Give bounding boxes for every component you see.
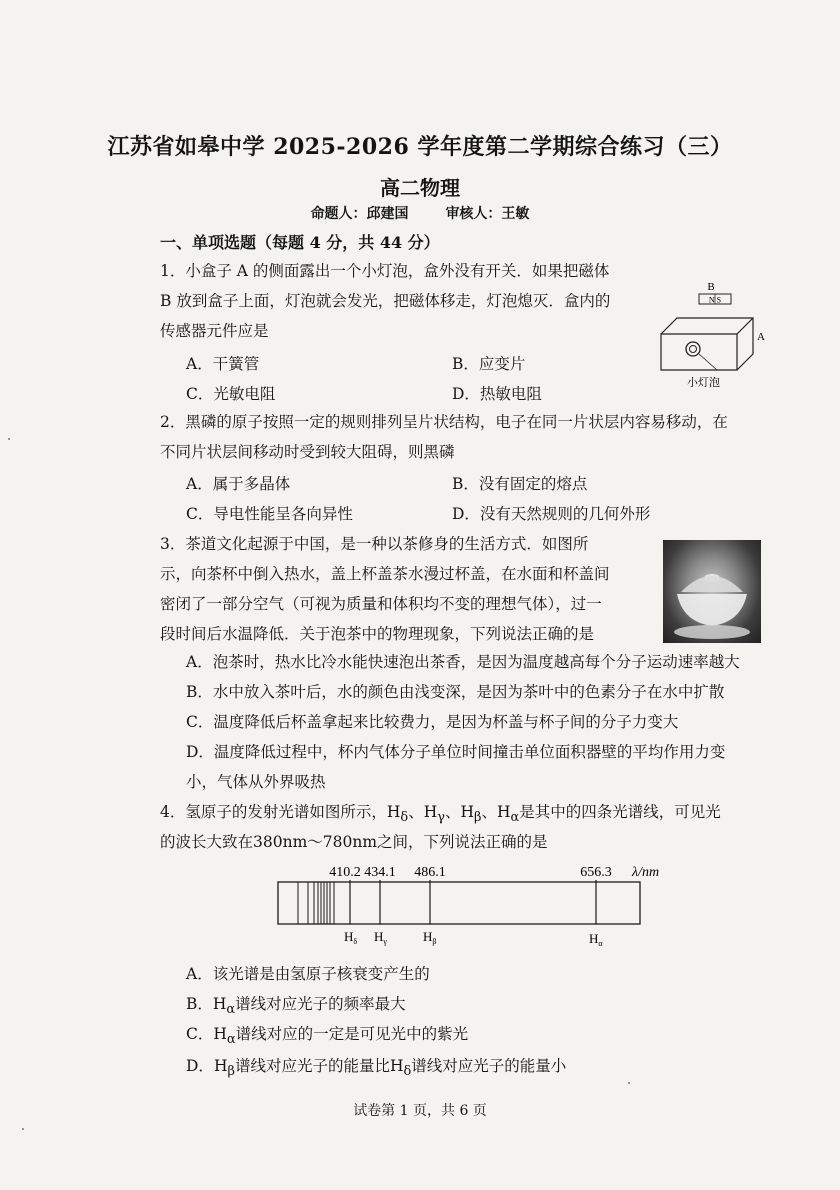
question-3-option-c: C．温度降低后杯盖拿起来比较费力，是因为杯盖与杯子间的分子力变大 [186,713,679,731]
magnet-poles: N S [708,295,722,305]
question-3-option-b: B．水中放入茶叶后，水的颜色由浅变深，是因为茶叶中的色素分子在水中扩散 [186,683,725,701]
section-heading: 一、单项选题（每题 4 分，共 44 分） [160,233,440,252]
exam-title: 江苏省如皋中学 2025-2026 学年度第二学期综合练习（三） [107,134,733,160]
question-3-option-d-line-1: D．温度降低过程中，杯内气体分子单位时间撞击单位面积器壁的平均作用力变 [186,743,726,761]
question-3-line-4: 段时间后水温降低．关于泡茶中的物理现象，下列说法正确的是 [160,625,595,643]
wavelength-label-410: 410.2 [329,865,361,880]
question-2-option-b: B．没有固定的熔点 [452,475,588,493]
h-beta-label: $H_\beta$ [423,929,437,946]
question-2-option-c: C．导电性能呈各向异性 [186,505,353,523]
question-1-line-1: 1．小盒子 A 的侧面露出一个小灯泡，盒外没有开关．如果把磁体 [160,262,610,280]
box-label: A [757,331,765,343]
teacup-icon [663,540,761,643]
exam-subject: 高二物理 [380,176,460,200]
question-3-line-2: 示，向茶杯中倒入热水，盖上杯盖茶水漫过杯盖，在水面和杯盖间 [160,565,610,583]
question-2-option-d: D．没有天然规则的几何外形 [452,505,651,523]
question-3-line-3: 密闭了一部分空气（可视为质量和体积均不变的理想气体），过一 [160,595,602,613]
question-4-option-c: C．$H_\alpha$谱线对应的一定是可见光中的紫光 [186,1025,469,1048]
scan-speck [22,1128,24,1130]
question-4-option-b: B．$H_\alpha$谱线对应光子的频率最大 [186,995,406,1018]
spectrum-band [278,882,640,924]
exam-authors [0,203,840,223]
question-1-option-b: B．应变片 [452,355,526,373]
question-4-line-2: 的波长大致在380nm～780nm之间，下列说法正确的是 [160,833,548,851]
hydrogen-spectrum-figure [270,858,690,953]
question-3-option-a: A．泡茶时，热水比冷水能快速泡出茶香，是因为温度越高每个分子运动速率越大 [186,653,740,671]
h-gamma-label: $H_\gamma$ [374,929,387,946]
box-outline [661,318,753,370]
wavelength-label-434: 434.1 [364,865,396,880]
h-alpha-label: $H_\alpha$ [589,931,603,948]
wavelength-label-486: 486.1 [414,865,446,880]
question-4-option-a: A．该光谱是由氢原子核衰变产生的 [186,965,430,983]
page-footer: 试卷第 1 页，共 6 页 [353,1103,487,1119]
question-1-line-3: 传感器元件应是 [160,322,269,340]
question-2-option-a: A．属于多晶体 [186,475,291,493]
spectral-line-names: $H_\delta$、$H_\gamma$、$H_\beta$、$H_\alpha$ [386,803,520,826]
wavelength-label-656: 656.3 [580,865,612,880]
wavelength-unit: λ/nm [632,865,660,880]
question-reviewer: 审核人：王敏 [445,206,530,222]
question-2-line-1: 2．黑磷的原子按照一定的规则排列呈片状结构，电子在同一片状层内容易移动，在 [160,413,728,431]
question-4-option-d: D．$H_\beta$谱线对应光子的能量比$H_\delta$谱线对应光子的能量小 [186,1057,567,1080]
question-3-option-d-line-2: 小，气体从外界吸热 [186,773,326,791]
question-1-option-a: A．干簧管 [186,355,260,373]
h-delta-label: $H_\delta$ [344,929,358,946]
question-setter: 命题人：邱建国 [310,206,409,222]
question-1-line-2: B 放到盒子上面，灯泡就会发光，把磁体移走，灯泡熄灭．盒内的 [160,292,611,310]
question-3-line-1: 3．茶道文化起源于中国，是一种以茶修身的生活方式．如图所 [160,535,589,553]
question-4-line-1: 4．氢原子的发射光谱如图所示，$H_\delta$、$H_\gamma$、$H_\beta$、$H_\alpha$是其中的四条光谱线，可见光 [160,803,721,826]
question-1-option-d: D．热敏电阻 [452,385,542,403]
bulb-icon [686,342,700,356]
question-2-line-2: 不同片状层间移动时受到较大阻碍，则黑磷 [160,443,455,461]
teacup-photo [663,540,761,643]
question-1-option-c: C．光敏电阻 [186,385,276,403]
box-magnet-figure [655,278,765,393]
magnet-label: B [707,281,715,293]
bulb-label: 小灯泡 [687,377,720,389]
scan-speck [8,438,10,440]
scan-speck [628,1082,630,1084]
